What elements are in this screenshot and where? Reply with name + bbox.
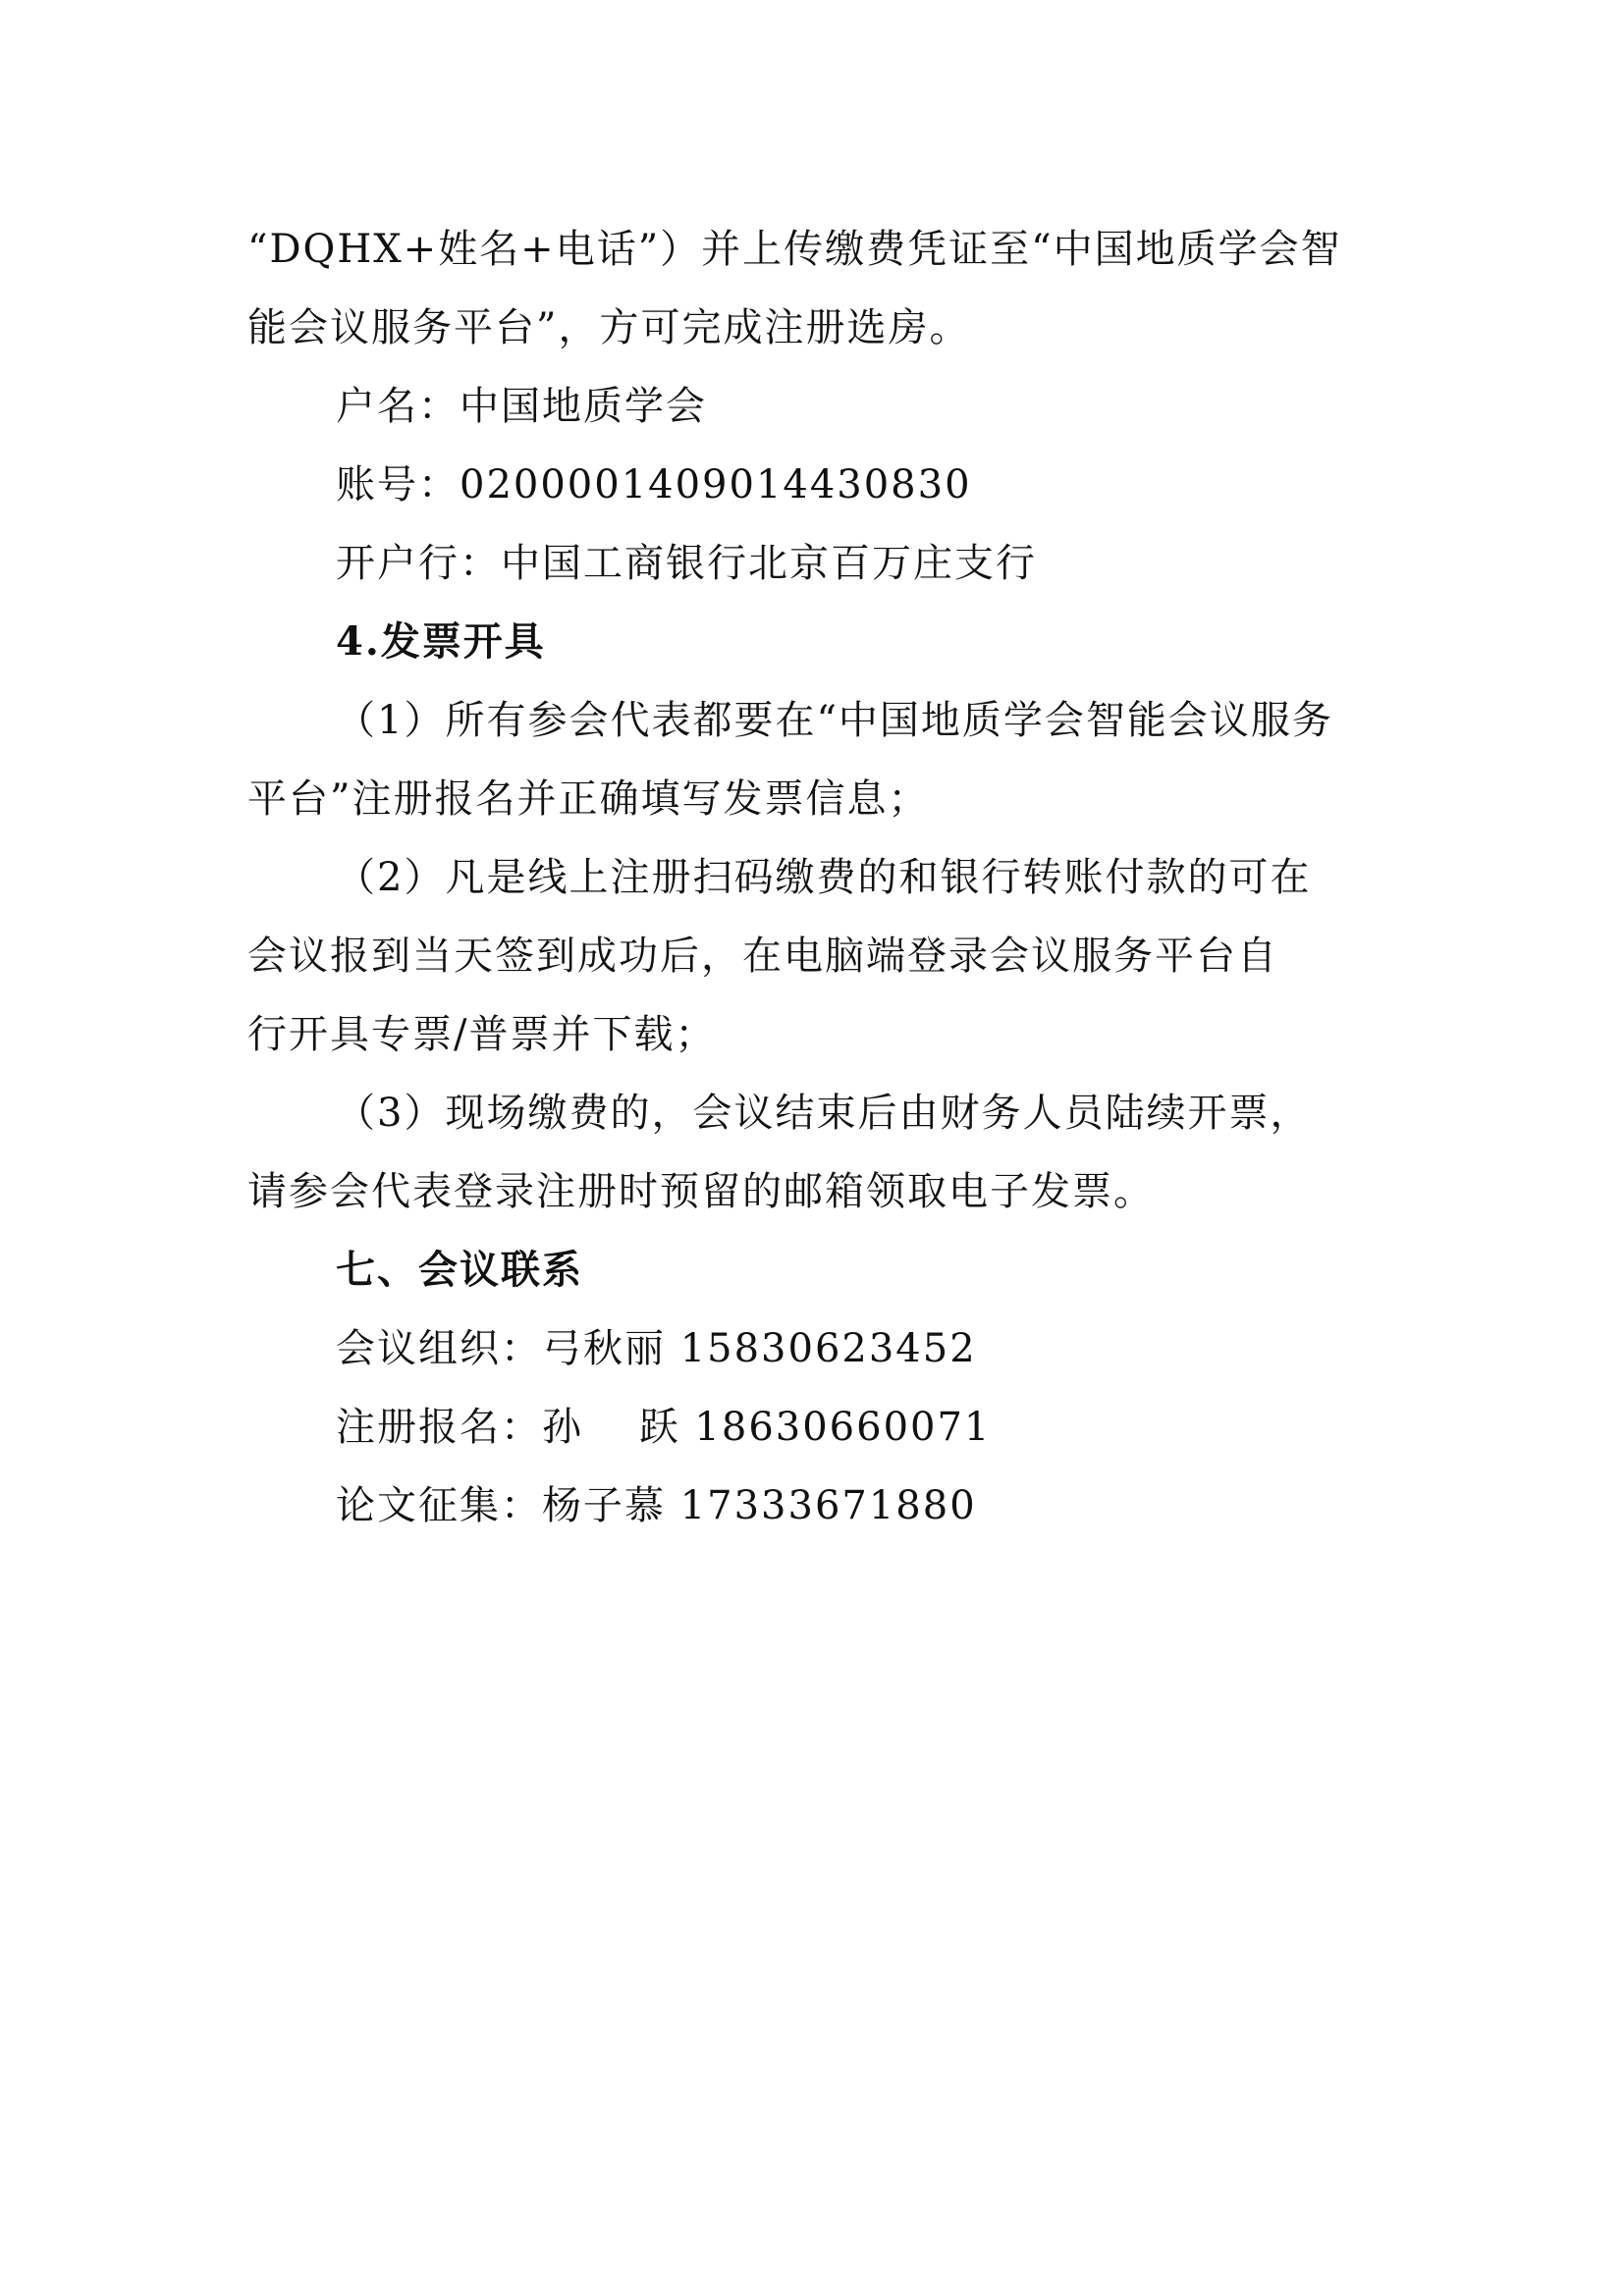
invoice-item-3-line-1: （3）现场缴费的，会议结束后由财务人员陆续开票， — [336, 1091, 1312, 1136]
contact-registration-line: 注册报名：孙 跃 18630660071 — [336, 1405, 992, 1450]
invoice-item-2-line-3: 行开具专票/普票并下载； — [247, 1012, 717, 1057]
account-name-line: 户名：中国地质学会 — [336, 384, 707, 429]
section-heading-invoice: 4.发票开具 — [336, 618, 546, 665]
invoice-item-2-line-2: 会议报到当天签到成功后，在电脑端登录会议服务平台自 — [247, 934, 1278, 979]
section-heading-contact: 七、会议联系 — [336, 1247, 583, 1293]
contact-paper-line: 论文征集：杨子慕 17333671880 — [336, 1483, 977, 1528]
invoice-item-3-line-2: 请参会代表登录注册时预留的邮箱领取电子发票。 — [247, 1169, 1155, 1214]
invoice-item-1-line-2: 平台”注册报名并正确填写发票信息； — [247, 776, 930, 822]
contact-organization-line: 会议组织：弓秋丽 15830623452 — [336, 1326, 977, 1371]
invoice-item-1-line-1: （1）所有参会代表都要在“中国地质学会智能会议服务 — [336, 698, 1333, 743]
bank-name-line: 开户行：中国工商银行北京百万庄支行 — [336, 541, 1037, 586]
paragraph-line-payment-note-cont: 能会议服务平台”，方可完成注册选房。 — [247, 305, 971, 350]
paragraph-line-payment-note: “DQHX+姓名+电话”）并上传缴费凭证至“中国地质学会智 — [247, 227, 1342, 272]
account-number-line: 账号：0200001409014430830 — [336, 462, 972, 507]
invoice-item-2-line-1: （2）凡是线上注册扫码缴费的和银行转账付款的可在 — [336, 855, 1312, 900]
